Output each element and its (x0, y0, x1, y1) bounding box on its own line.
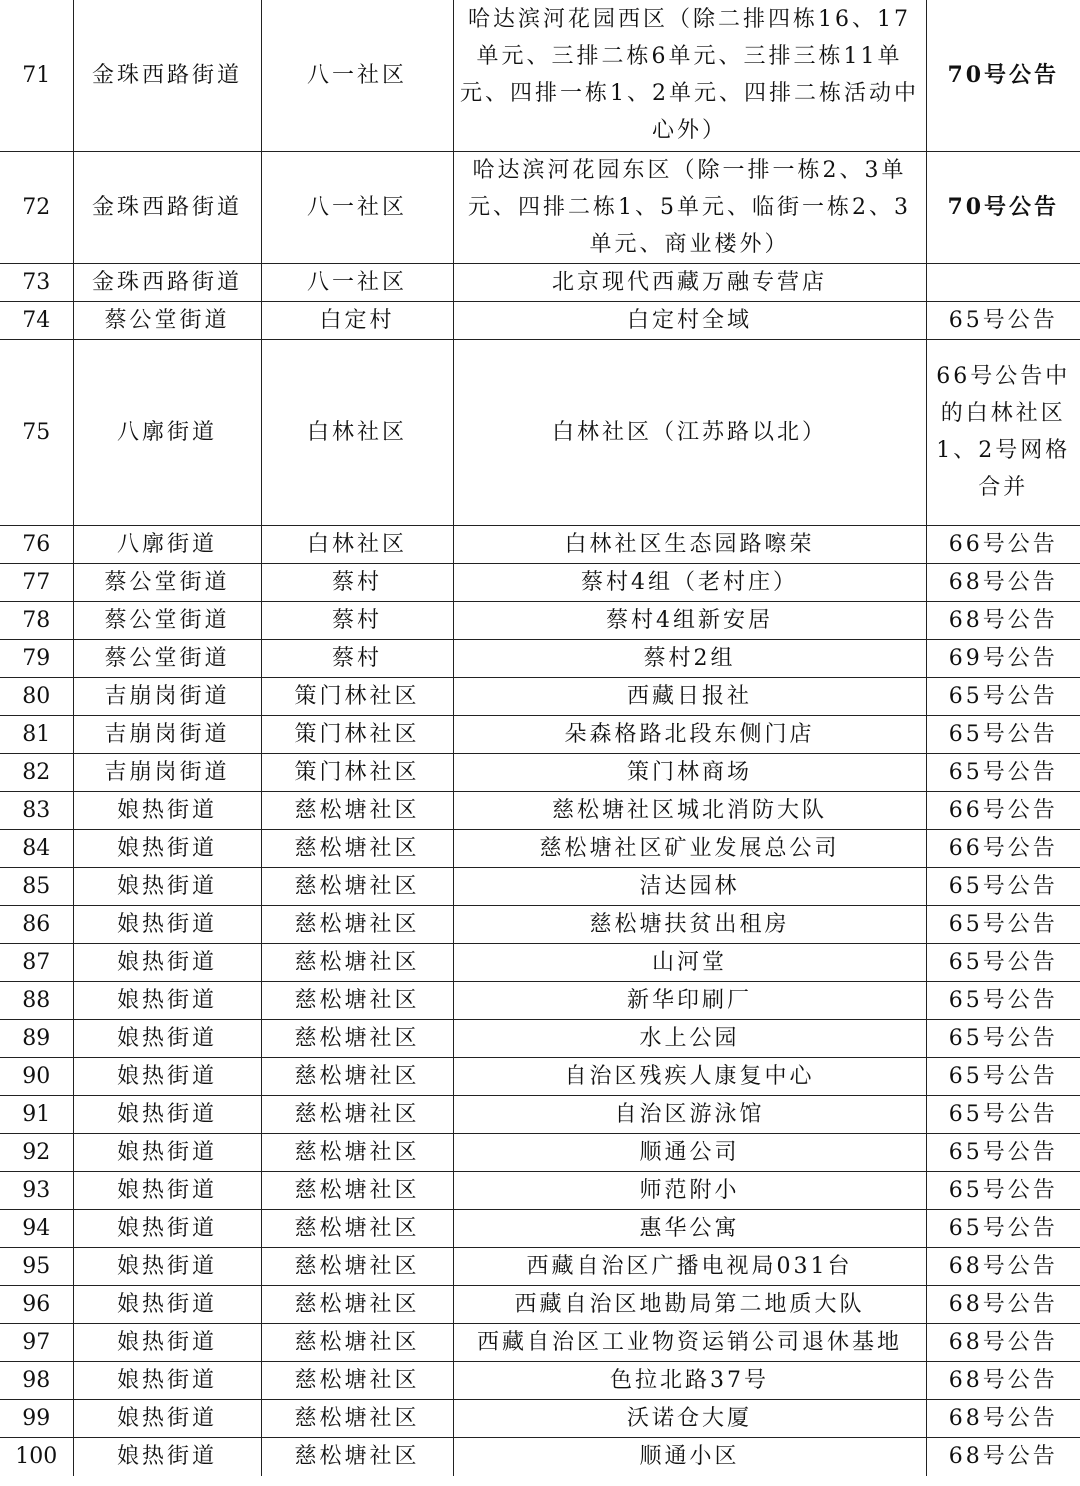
table-row (0, 563, 1080, 601)
table-row (0, 1209, 1080, 1247)
street-cell: 八廓街道 (73, 339, 261, 525)
table-row (0, 639, 1080, 677)
area-cell: 哈达滨河花园东区（除一排一栋2、3单元、四排二栋1、5单元、临街一栋2、3单元、商业楼外） (453, 151, 926, 263)
table-row (0, 263, 1080, 301)
area-cell: 策门林商场 (453, 753, 926, 791)
street-cell: 娘热街道 (73, 791, 261, 829)
community-cell: 慈松塘社区 (261, 867, 453, 905)
street-cell: 娘热街道 (73, 981, 261, 1019)
community-cell: 慈松塘社区 (261, 1171, 453, 1209)
area-cell: 慈松塘扶贫出租房 (453, 905, 926, 943)
notice-cell: 70号公告 (926, 151, 1080, 263)
area-cell: 朵森格路北段东侧门店 (453, 715, 926, 753)
community-cell: 慈松塘社区 (261, 1285, 453, 1323)
table-row (0, 829, 1080, 867)
table-row (0, 981, 1080, 1019)
community-cell: 白林社区 (261, 525, 453, 563)
notice-cell: 65号公告 (926, 1171, 1080, 1209)
street-cell: 娘热街道 (73, 1399, 261, 1437)
street-cell: 娘热街道 (73, 1133, 261, 1171)
row-number: 95 (0, 1247, 73, 1285)
area-cell: 西藏自治区广播电视局031台 (453, 1247, 926, 1285)
table-row (0, 753, 1080, 791)
community-cell: 慈松塘社区 (261, 1209, 453, 1247)
row-number: 81 (0, 715, 73, 753)
row-number: 73 (0, 263, 73, 301)
area-cell: 北京现代西藏万融专营店 (453, 263, 926, 301)
community-cell: 慈松塘社区 (261, 829, 453, 867)
street-cell: 娘热街道 (73, 1361, 261, 1399)
row-number: 92 (0, 1133, 73, 1171)
notice-cell: 65号公告 (926, 1019, 1080, 1057)
street-cell: 娘热街道 (73, 1171, 261, 1209)
area-cell: 自治区游泳馆 (453, 1095, 926, 1133)
row-number: 85 (0, 867, 73, 905)
community-cell: 蔡村 (261, 563, 453, 601)
row-number: 82 (0, 753, 73, 791)
notice-cell: 68号公告 (926, 563, 1080, 601)
notice-cell: 65号公告 (926, 905, 1080, 943)
notice-cell: 65号公告 (926, 943, 1080, 981)
community-cell: 慈松塘社区 (261, 981, 453, 1019)
table-row (0, 1285, 1080, 1323)
notice-cell: 68号公告 (926, 1285, 1080, 1323)
street-cell: 八廓街道 (73, 525, 261, 563)
row-number: 91 (0, 1095, 73, 1133)
notice-cell: 65号公告 (926, 753, 1080, 791)
community-cell: 慈松塘社区 (261, 1247, 453, 1285)
row-number: 99 (0, 1399, 73, 1437)
community-cell: 八一社区 (261, 151, 453, 263)
community-cell: 慈松塘社区 (261, 1133, 453, 1171)
notice-cell: 65号公告 (926, 1095, 1080, 1133)
street-cell: 蔡公堂街道 (73, 301, 261, 339)
community-cell: 慈松塘社区 (261, 905, 453, 943)
area-cell: 西藏自治区工业物资运销公司退休基地 (453, 1323, 926, 1361)
street-cell: 吉崩岗街道 (73, 715, 261, 753)
area-cell: 新华印刷厂 (453, 981, 926, 1019)
street-cell: 娘热街道 (73, 1209, 261, 1247)
street-cell: 蔡公堂街道 (73, 563, 261, 601)
table-row (0, 151, 1080, 263)
area-cell: 山河堂 (453, 943, 926, 981)
table-row (0, 1019, 1080, 1057)
street-cell: 金珠西路街道 (73, 0, 261, 151)
community-cell: 慈松塘社区 (261, 1057, 453, 1095)
area-cell: 白林社区（江苏路以北） (453, 339, 926, 525)
row-number: 98 (0, 1361, 73, 1399)
area-cell: 顺通小区 (453, 1437, 926, 1476)
street-cell: 娘热街道 (73, 1057, 261, 1095)
table-row (0, 867, 1080, 905)
street-cell: 吉崩岗街道 (73, 753, 261, 791)
table-row (0, 1171, 1080, 1209)
community-cell: 慈松塘社区 (261, 1399, 453, 1437)
community-cell: 策门林社区 (261, 715, 453, 753)
row-number: 76 (0, 525, 73, 563)
street-cell: 娘热街道 (73, 1095, 261, 1133)
row-number: 97 (0, 1323, 73, 1361)
notice-cell: 66号公告 (926, 525, 1080, 563)
notice-cell: 65号公告 (926, 1133, 1080, 1171)
street-cell: 蔡公堂街道 (73, 639, 261, 677)
table-row (0, 715, 1080, 753)
notice-cell: 65号公告 (926, 981, 1080, 1019)
community-cell: 策门林社区 (261, 677, 453, 715)
row-number: 78 (0, 601, 73, 639)
table-row (0, 1133, 1080, 1171)
notice-cell: 66号公告 (926, 791, 1080, 829)
table-row (0, 601, 1080, 639)
area-cell: 白林社区生态园路嚓荣 (453, 525, 926, 563)
street-cell: 娘热街道 (73, 1437, 261, 1476)
community-cell: 慈松塘社区 (261, 1323, 453, 1361)
community-cell: 蔡村 (261, 639, 453, 677)
street-cell: 娘热街道 (73, 1285, 261, 1323)
community-cell: 慈松塘社区 (261, 943, 453, 981)
street-cell: 金珠西路街道 (73, 263, 261, 301)
notice-cell: 68号公告 (926, 1361, 1080, 1399)
table-row (0, 677, 1080, 715)
community-cell: 八一社区 (261, 263, 453, 301)
area-cell: 哈达滨河花园西区（除二排四栋16、17单元、三排二栋6单元、三排三栋11单元、四排一栋1、2单元、四排二栋活动中心外） (453, 0, 926, 151)
notice-cell: 65号公告 (926, 867, 1080, 905)
community-cell: 慈松塘社区 (261, 1095, 453, 1133)
notice-cell: 66号公告 (926, 829, 1080, 867)
row-number: 74 (0, 301, 73, 339)
table-row (0, 905, 1080, 943)
notice-cell: 65号公告 (926, 301, 1080, 339)
area-cell: 慈松塘社区矿业发展总公司 (453, 829, 926, 867)
table-row (0, 1095, 1080, 1133)
row-number: 72 (0, 151, 73, 263)
community-cell: 慈松塘社区 (261, 1019, 453, 1057)
area-cell: 水上公园 (453, 1019, 926, 1057)
notice-cell: 68号公告 (926, 1247, 1080, 1285)
table-row (0, 0, 1080, 151)
row-number: 96 (0, 1285, 73, 1323)
notice-cell: 68号公告 (926, 1437, 1080, 1476)
area-cell: 顺通公司 (453, 1133, 926, 1171)
area-cell: 蔡村4组新安居 (453, 601, 926, 639)
community-cell: 白林社区 (261, 339, 453, 525)
notice-cell: 70号公告 (926, 0, 1080, 151)
table-row (0, 525, 1080, 563)
street-cell: 娘热街道 (73, 905, 261, 943)
row-number: 86 (0, 905, 73, 943)
area-cell: 师范附小 (453, 1171, 926, 1209)
community-cell: 慈松塘社区 (261, 1437, 453, 1476)
table-row (0, 1399, 1080, 1437)
area-cell: 西藏日报社 (453, 677, 926, 715)
row-number: 94 (0, 1209, 73, 1247)
table-row (0, 1437, 1080, 1476)
row-number: 84 (0, 829, 73, 867)
row-number: 83 (0, 791, 73, 829)
table-row (0, 301, 1080, 339)
community-cell: 八一社区 (261, 0, 453, 151)
table-row (0, 791, 1080, 829)
table-row (0, 943, 1080, 981)
community-cell: 慈松塘社区 (261, 1361, 453, 1399)
area-cell: 惠华公寓 (453, 1209, 926, 1247)
street-cell: 娘热街道 (73, 943, 261, 981)
notice-cell: 65号公告 (926, 677, 1080, 715)
row-number: 90 (0, 1057, 73, 1095)
area-cell: 洁达园林 (453, 867, 926, 905)
notice-cell: 68号公告 (926, 601, 1080, 639)
street-cell: 娘热街道 (73, 829, 261, 867)
street-cell: 娘热街道 (73, 1247, 261, 1285)
notice-cell: 65号公告 (926, 1057, 1080, 1095)
row-number: 100 (0, 1437, 73, 1476)
street-cell: 蔡公堂街道 (73, 601, 261, 639)
area-cell: 白定村全域 (453, 301, 926, 339)
table-row (0, 1361, 1080, 1399)
community-cell: 蔡村 (261, 601, 453, 639)
table-row (0, 1247, 1080, 1285)
row-number: 93 (0, 1171, 73, 1209)
community-cell: 白定村 (261, 301, 453, 339)
notice-cell: 68号公告 (926, 1323, 1080, 1361)
table-row (0, 1057, 1080, 1095)
notice-cell: 65号公告 (926, 1209, 1080, 1247)
row-number: 80 (0, 677, 73, 715)
table-row (0, 339, 1080, 525)
notice-cell: 68号公告 (926, 1399, 1080, 1437)
street-cell: 娘热街道 (73, 1019, 261, 1057)
area-cell: 慈松塘社区城北消防大队 (453, 791, 926, 829)
notice-cell (926, 263, 1080, 301)
table-row (0, 1323, 1080, 1361)
area-cell: 蔡村4组（老村庄） (453, 563, 926, 601)
row-number: 88 (0, 981, 73, 1019)
area-cell: 自治区残疾人康复中心 (453, 1057, 926, 1095)
notice-cell: 69号公告 (926, 639, 1080, 677)
row-number: 71 (0, 0, 73, 151)
area-cell: 沃诺仓大厦 (453, 1399, 926, 1437)
row-number: 87 (0, 943, 73, 981)
community-cell: 策门林社区 (261, 753, 453, 791)
street-cell: 娘热街道 (73, 1323, 261, 1361)
street-cell: 金珠西路街道 (73, 151, 261, 263)
area-cell: 蔡村2组 (453, 639, 926, 677)
community-cell: 慈松塘社区 (261, 791, 453, 829)
notice-cell: 66号公告中的白林社区1、2号网格合并 (926, 339, 1080, 525)
street-cell: 吉崩岗街道 (73, 677, 261, 715)
notice-cell: 65号公告 (926, 715, 1080, 753)
row-number: 75 (0, 339, 73, 525)
street-cell: 娘热街道 (73, 867, 261, 905)
row-number: 89 (0, 1019, 73, 1057)
area-cell: 西藏自治区地勘局第二地质大队 (453, 1285, 926, 1323)
area-cell: 色拉北路37号 (453, 1361, 926, 1399)
row-number: 79 (0, 639, 73, 677)
row-number: 77 (0, 563, 73, 601)
